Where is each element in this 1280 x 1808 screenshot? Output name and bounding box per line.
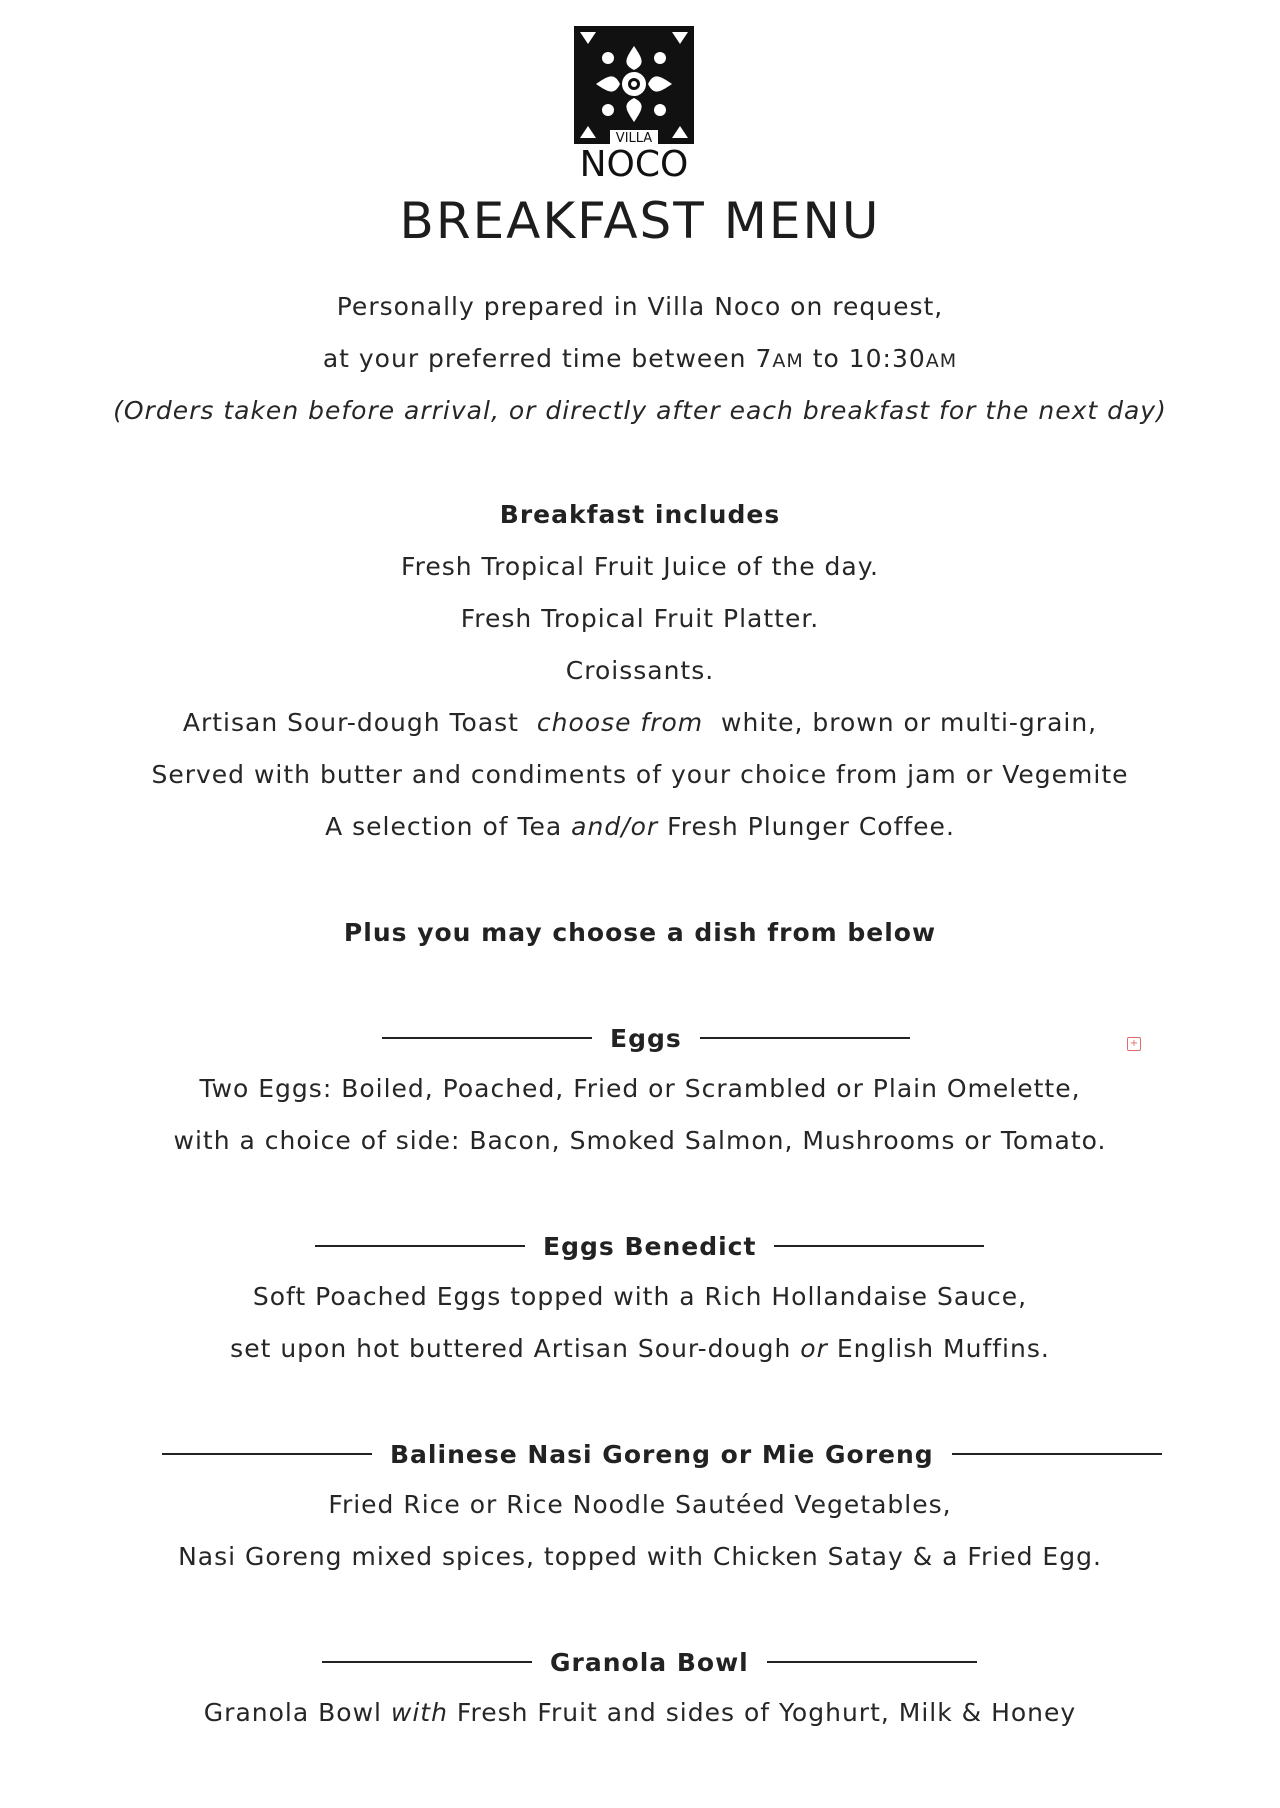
divider-rule [767,1661,977,1663]
villa-noco-logo [570,24,698,180]
annotation-marker-icon[interactable]: + [1127,1037,1141,1051]
includes-item-3: Croissants. [565,656,715,685]
includes-heading: Breakfast includes [499,500,781,529]
page-title: BREAKFAST MENU [399,192,881,250]
logo-big-text: NOCO [579,144,689,180]
divider-rule [700,1037,910,1039]
divider-rule [322,1661,532,1663]
nasi-line-1: Fried Rice or Rice Noodle Sautéed Vegetables, [328,1490,952,1519]
section-eggs-title: Eggs [610,1023,682,1053]
section-granola-header [322,1642,977,1682]
divider-rule [774,1245,984,1247]
ornament-icon [570,24,698,180]
divider-rule [162,1453,372,1455]
section-nasi-title: Balinese Nasi Goreng or Mie Goreng [390,1439,934,1469]
benedict-line-1: Soft Poached Eggs topped with a Rich Hollandaise Sauce, [252,1282,1028,1311]
section-benedict-title: Eggs Benedict [543,1231,757,1261]
section-nasi-header [162,1434,1162,1474]
intro-line-2: at your preferred time between 7AM to 10:30AM [322,344,958,373]
nasi-line-2: Nasi Goreng mixed spices, topped with Chicken Satay & a Fried Egg. [178,1542,1102,1571]
intro-line-3: (Orders taken before arrival, or directly after each breakfast for the next day) [113,396,1167,425]
section-granola-title: Granola Bowl [550,1647,749,1677]
includes-item-4: Artisan Sour-dough Toast choose from white, brown or multi-grain, [182,708,1098,737]
includes-item-2: Fresh Tropical Fruit Platter. [460,604,820,633]
logo-small-text: VILLA [615,131,653,146]
granola-line-1: Granola Bowl with Fresh Fruit and sides of Yoghurt, Milk & Honey [203,1698,1077,1727]
divider-rule [952,1453,1162,1455]
choose-heading: Plus you may choose a dish from below [343,918,937,947]
includes-item-1: Fresh Tropical Fruit Juice of the day. [401,552,879,581]
section-eggs-header [382,1018,910,1058]
divider-rule [382,1037,592,1039]
benedict-line-2: set upon hot buttered Artisan Sour-dough or English Muffins. [230,1334,1050,1363]
eggs-line-2: with a choice of side: Bacon, Smoked Salmon, Mushrooms or Tomato. [173,1126,1107,1155]
includes-item-6: A selection of Tea and/or Fresh Plunger Coffee. [325,812,955,841]
section-benedict-header [315,1226,984,1266]
includes-item-5: Served with butter and condiments of your choice from jam or Vegemite [151,760,1129,789]
eggs-line-1: Two Eggs: Boiled, Poached, Fried or Scrambled or Plain Omelette, [199,1074,1081,1103]
divider-rule [315,1245,525,1247]
intro-line-1: Personally prepared in Villa Noco on request, [336,292,944,321]
